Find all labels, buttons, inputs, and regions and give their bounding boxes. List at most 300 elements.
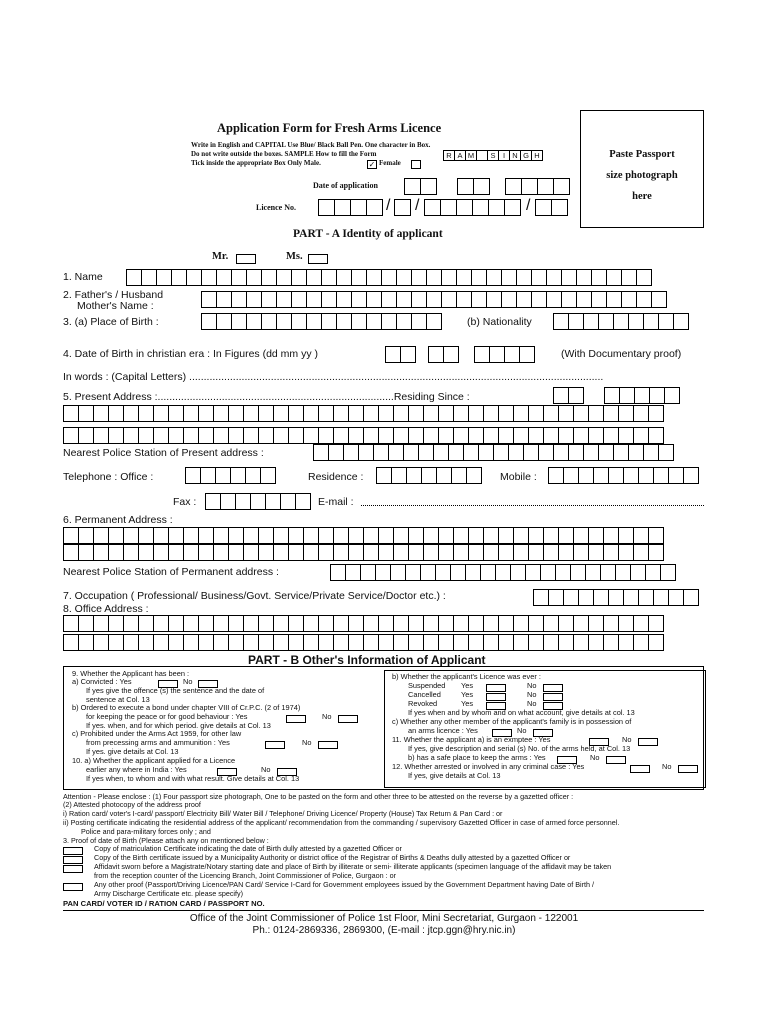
char-box[interactable] — [243, 615, 259, 632]
char-box[interactable] — [171, 269, 187, 286]
char-box[interactable] — [468, 615, 484, 632]
char-box[interactable] — [306, 313, 322, 330]
char-box[interactable] — [423, 615, 439, 632]
char-box[interactable] — [200, 467, 216, 484]
char-box[interactable] — [230, 467, 246, 484]
char-box[interactable] — [250, 493, 266, 510]
char-box[interactable] — [213, 615, 229, 632]
char-box[interactable] — [280, 493, 296, 510]
licence-boxes-2[interactable] — [394, 199, 410, 216]
char-box[interactable] — [519, 346, 535, 363]
permanent-address-row-2[interactable] — [63, 544, 663, 561]
date-month-boxes[interactable] — [457, 178, 489, 195]
char-box[interactable] — [261, 269, 277, 286]
char-box[interactable] — [483, 544, 499, 561]
char-box[interactable] — [396, 269, 412, 286]
char-box[interactable] — [138, 544, 154, 561]
char-box[interactable] — [336, 313, 352, 330]
char-box[interactable] — [498, 544, 514, 561]
char-box[interactable] — [258, 615, 274, 632]
char-box[interactable] — [258, 634, 274, 651]
char-box[interactable] — [558, 634, 574, 651]
char-box[interactable] — [633, 615, 649, 632]
char-box[interactable] — [388, 444, 404, 461]
char-box[interactable] — [306, 291, 322, 308]
date-day-boxes[interactable] — [404, 178, 436, 195]
date-year-boxes[interactable] — [505, 178, 569, 195]
char-box[interactable] — [348, 615, 364, 632]
char-box[interactable] — [391, 467, 407, 484]
char-box[interactable] — [613, 444, 629, 461]
char-box[interactable] — [306, 269, 322, 286]
char-box[interactable] — [621, 291, 637, 308]
char-box[interactable] — [393, 634, 409, 651]
char-box[interactable] — [568, 444, 584, 461]
char-box[interactable] — [568, 387, 584, 404]
char-box[interactable] — [450, 564, 466, 581]
char-box[interactable] — [216, 291, 232, 308]
char-box[interactable] — [573, 544, 589, 561]
char-box[interactable] — [333, 405, 349, 422]
char-box[interactable] — [501, 291, 517, 308]
char-box[interactable] — [603, 527, 619, 544]
char-box[interactable] — [201, 269, 217, 286]
char-box[interactable] — [123, 427, 139, 444]
char-box[interactable] — [648, 405, 664, 422]
char-box[interactable] — [606, 269, 622, 286]
char-box[interactable] — [363, 427, 379, 444]
char-box[interactable] — [288, 544, 304, 561]
char-box[interactable] — [198, 544, 214, 561]
char-box[interactable] — [373, 444, 389, 461]
char-box[interactable] — [543, 634, 559, 651]
char-box[interactable] — [258, 527, 274, 544]
char-box[interactable] — [480, 564, 496, 581]
char-box[interactable] — [321, 313, 337, 330]
char-box[interactable] — [246, 313, 262, 330]
char-box[interactable] — [483, 527, 499, 544]
dob-day-boxes[interactable] — [385, 346, 415, 363]
char-box[interactable] — [588, 634, 604, 651]
char-box[interactable] — [138, 427, 154, 444]
char-box[interactable] — [93, 634, 109, 651]
licence-boxes-3[interactable] — [424, 199, 520, 216]
char-box[interactable] — [183, 615, 199, 632]
char-box[interactable] — [576, 291, 592, 308]
licence-boxes-1[interactable] — [318, 199, 382, 216]
char-box[interactable] — [333, 527, 349, 544]
mr-checkbox[interactable] — [236, 254, 256, 264]
char-box[interactable] — [423, 634, 439, 651]
char-box[interactable] — [198, 405, 214, 422]
char-box[interactable] — [483, 615, 499, 632]
char-box[interactable] — [261, 291, 277, 308]
char-box[interactable] — [408, 405, 424, 422]
char-box[interactable] — [378, 615, 394, 632]
residence-boxes[interactable] — [376, 467, 481, 484]
char-box[interactable] — [433, 444, 449, 461]
char-box[interactable] — [603, 544, 619, 561]
char-box[interactable] — [393, 615, 409, 632]
char-box[interactable] — [336, 269, 352, 286]
char-box[interactable] — [510, 564, 526, 581]
q9b-yes-checkbox[interactable] — [286, 715, 306, 723]
char-box[interactable] — [273, 427, 289, 444]
char-box[interactable] — [198, 615, 214, 632]
char-box[interactable] — [336, 291, 352, 308]
char-box[interactable] — [648, 615, 664, 632]
char-box[interactable] — [474, 346, 490, 363]
char-box[interactable] — [273, 544, 289, 561]
char-box[interactable] — [588, 427, 604, 444]
dob-month-boxes[interactable] — [428, 346, 458, 363]
char-box[interactable] — [138, 634, 154, 651]
char-box[interactable] — [366, 291, 382, 308]
char-box[interactable] — [213, 544, 229, 561]
char-box[interactable] — [664, 387, 680, 404]
police-present-boxes[interactable] — [313, 444, 673, 461]
char-box[interactable] — [63, 527, 79, 544]
char-box[interactable] — [291, 291, 307, 308]
char-box[interactable] — [606, 291, 622, 308]
char-box[interactable] — [636, 291, 652, 308]
char-box[interactable] — [598, 444, 614, 461]
char-box[interactable] — [378, 527, 394, 544]
proof-other-checkbox[interactable] — [63, 883, 83, 891]
char-box[interactable] — [618, 405, 634, 422]
char-box[interactable] — [438, 544, 454, 561]
char-box[interactable] — [673, 313, 689, 330]
char-box[interactable] — [493, 444, 509, 461]
char-box[interactable] — [343, 444, 359, 461]
char-box[interactable] — [618, 544, 634, 561]
char-box[interactable] — [243, 634, 259, 651]
char-box[interactable] — [153, 634, 169, 651]
char-box[interactable] — [668, 589, 684, 606]
char-box[interactable] — [348, 427, 364, 444]
char-box[interactable] — [513, 427, 529, 444]
char-box[interactable] — [466, 467, 482, 484]
proof-matriculation-checkbox[interactable] — [63, 847, 83, 855]
char-box[interactable] — [648, 634, 664, 651]
char-box[interactable] — [366, 269, 382, 286]
char-box[interactable] — [93, 427, 109, 444]
char-box[interactable] — [108, 427, 124, 444]
char-box[interactable] — [451, 467, 467, 484]
char-box[interactable] — [220, 493, 236, 510]
char-box[interactable] — [525, 564, 541, 581]
char-box[interactable] — [486, 291, 502, 308]
char-box[interactable] — [123, 527, 139, 544]
char-box[interactable] — [568, 313, 584, 330]
char-box[interactable] — [645, 564, 661, 581]
char-box[interactable] — [561, 269, 577, 286]
char-box[interactable] — [583, 444, 599, 461]
fax-boxes[interactable] — [205, 493, 310, 510]
char-box[interactable] — [108, 615, 124, 632]
char-box[interactable] — [396, 291, 412, 308]
char-box[interactable] — [303, 544, 319, 561]
char-box[interactable] — [576, 269, 592, 286]
q9c-yes-checkbox[interactable] — [265, 741, 285, 749]
suspended-yes-checkbox[interactable] — [486, 684, 506, 692]
char-box[interactable] — [205, 493, 221, 510]
char-box[interactable] — [258, 405, 274, 422]
char-box[interactable] — [553, 387, 569, 404]
q9c-no-checkbox[interactable] — [318, 741, 338, 749]
char-box[interactable] — [363, 544, 379, 561]
char-box[interactable] — [108, 544, 124, 561]
char-box[interactable] — [648, 427, 664, 444]
char-box[interactable] — [405, 564, 421, 581]
dob-year-boxes[interactable] — [474, 346, 534, 363]
char-box[interactable] — [168, 427, 184, 444]
char-box[interactable] — [351, 291, 367, 308]
char-box[interactable] — [633, 634, 649, 651]
char-box[interactable] — [546, 269, 562, 286]
char-box[interactable] — [553, 313, 569, 330]
char-box[interactable] — [228, 427, 244, 444]
q12-yes-checkbox[interactable] — [630, 765, 650, 773]
q11a-no-checkbox[interactable] — [638, 738, 658, 746]
office-address-row-2[interactable] — [63, 634, 663, 651]
char-box[interactable] — [366, 313, 382, 330]
char-box[interactable] — [438, 405, 454, 422]
char-box[interactable] — [643, 313, 659, 330]
char-box[interactable] — [243, 544, 259, 561]
char-box[interactable] — [273, 527, 289, 544]
char-box[interactable] — [393, 427, 409, 444]
name-boxes[interactable] — [126, 269, 651, 286]
char-box[interactable] — [318, 405, 334, 422]
char-box[interactable] — [498, 405, 514, 422]
char-box[interactable] — [463, 444, 479, 461]
char-box[interactable] — [489, 346, 505, 363]
char-box[interactable] — [443, 346, 459, 363]
char-box[interactable] — [628, 313, 644, 330]
present-address-row-2[interactable] — [63, 427, 663, 444]
char-box[interactable] — [465, 564, 481, 581]
char-box[interactable] — [498, 615, 514, 632]
char-box[interactable] — [378, 544, 394, 561]
char-box[interactable] — [588, 405, 604, 422]
char-box[interactable] — [213, 527, 229, 544]
char-box[interactable] — [273, 405, 289, 422]
char-box[interactable] — [643, 444, 659, 461]
char-box[interactable] — [528, 615, 544, 632]
char-box[interactable] — [63, 544, 79, 561]
char-box[interactable] — [603, 405, 619, 422]
char-box[interactable] — [613, 313, 629, 330]
char-box[interactable] — [553, 444, 569, 461]
char-box[interactable] — [385, 346, 401, 363]
char-box[interactable] — [78, 615, 94, 632]
char-box[interactable] — [483, 634, 499, 651]
email-line[interactable] — [361, 505, 704, 506]
char-box[interactable] — [258, 427, 274, 444]
female-checkbox[interactable] — [411, 160, 421, 169]
char-box[interactable] — [213, 427, 229, 444]
char-box[interactable] — [78, 427, 94, 444]
char-box[interactable] — [153, 405, 169, 422]
cancelled-yes-checkbox[interactable] — [486, 693, 506, 701]
char-box[interactable] — [558, 527, 574, 544]
char-box[interactable] — [548, 467, 564, 484]
char-box[interactable] — [138, 527, 154, 544]
char-box[interactable] — [438, 615, 454, 632]
char-box[interactable] — [288, 405, 304, 422]
char-box[interactable] — [245, 467, 261, 484]
char-box[interactable] — [453, 634, 469, 651]
char-box[interactable] — [591, 269, 607, 286]
char-box[interactable] — [328, 444, 344, 461]
char-box[interactable] — [363, 405, 379, 422]
char-box[interactable] — [93, 615, 109, 632]
char-box[interactable] — [588, 615, 604, 632]
char-box[interactable] — [303, 634, 319, 651]
char-box[interactable] — [546, 291, 562, 308]
char-box[interactable] — [618, 527, 634, 544]
char-box[interactable] — [543, 427, 559, 444]
char-box[interactable] — [348, 527, 364, 544]
char-box[interactable] — [423, 527, 439, 544]
char-box[interactable] — [504, 346, 520, 363]
char-box[interactable] — [623, 467, 639, 484]
char-box[interactable] — [93, 405, 109, 422]
char-box[interactable] — [540, 564, 556, 581]
char-box[interactable] — [608, 467, 624, 484]
char-box[interactable] — [63, 405, 79, 422]
char-box[interactable] — [528, 527, 544, 544]
char-box[interactable] — [408, 527, 424, 544]
char-box[interactable] — [573, 615, 589, 632]
char-box[interactable] — [411, 313, 427, 330]
char-box[interactable] — [633, 427, 649, 444]
char-box[interactable] — [588, 544, 604, 561]
char-box[interactable] — [198, 527, 214, 544]
char-box[interactable] — [456, 291, 472, 308]
char-box[interactable] — [393, 405, 409, 422]
char-box[interactable] — [483, 405, 499, 422]
char-box[interactable] — [558, 427, 574, 444]
char-box[interactable] — [513, 405, 529, 422]
char-box[interactable] — [508, 444, 524, 461]
char-box[interactable] — [468, 405, 484, 422]
char-box[interactable] — [288, 427, 304, 444]
char-box[interactable] — [578, 589, 594, 606]
char-box[interactable] — [618, 427, 634, 444]
char-box[interactable] — [198, 427, 214, 444]
char-box[interactable] — [558, 615, 574, 632]
male-checkbox[interactable]: ✓ — [368, 160, 376, 169]
char-box[interactable] — [400, 346, 416, 363]
q12-no-checkbox[interactable] — [678, 765, 698, 773]
char-box[interactable] — [648, 527, 664, 544]
char-box[interactable] — [213, 634, 229, 651]
char-box[interactable] — [291, 313, 307, 330]
char-box[interactable] — [531, 291, 547, 308]
residing-since-boxes-2[interactable] — [604, 387, 679, 404]
char-box[interactable] — [63, 427, 79, 444]
proof-affidavit-checkbox[interactable] — [63, 865, 83, 873]
char-box[interactable] — [261, 313, 277, 330]
char-box[interactable] — [486, 269, 502, 286]
char-box[interactable] — [381, 291, 397, 308]
char-box[interactable] — [291, 269, 307, 286]
char-box[interactable] — [411, 269, 427, 286]
char-box[interactable] — [563, 467, 579, 484]
char-box[interactable] — [588, 527, 604, 544]
char-box[interactable] — [313, 444, 329, 461]
cancelled-no-checkbox[interactable] — [543, 693, 563, 701]
char-box[interactable] — [183, 427, 199, 444]
char-box[interactable] — [333, 427, 349, 444]
char-box[interactable] — [471, 269, 487, 286]
char-box[interactable] — [608, 589, 624, 606]
char-box[interactable] — [649, 387, 665, 404]
char-box[interactable] — [420, 564, 436, 581]
char-box[interactable] — [513, 615, 529, 632]
char-box[interactable] — [108, 527, 124, 544]
char-box[interactable] — [543, 615, 559, 632]
char-box[interactable] — [573, 405, 589, 422]
char-box[interactable] — [63, 615, 79, 632]
char-box[interactable] — [231, 269, 247, 286]
char-box[interactable] — [513, 634, 529, 651]
q9b-no-checkbox[interactable] — [338, 715, 358, 723]
char-box[interactable] — [78, 405, 94, 422]
char-box[interactable] — [390, 564, 406, 581]
suspended-no-checkbox[interactable] — [543, 684, 563, 692]
char-box[interactable] — [441, 291, 457, 308]
char-box[interactable] — [198, 634, 214, 651]
char-box[interactable] — [583, 313, 599, 330]
char-box[interactable] — [363, 634, 379, 651]
char-box[interactable] — [633, 527, 649, 544]
char-box[interactable] — [603, 634, 619, 651]
char-box[interactable] — [543, 527, 559, 544]
char-box[interactable] — [393, 527, 409, 544]
char-box[interactable] — [393, 544, 409, 561]
char-box[interactable] — [423, 427, 439, 444]
char-box[interactable] — [78, 544, 94, 561]
char-box[interactable] — [243, 527, 259, 544]
char-box[interactable] — [276, 269, 292, 286]
char-box[interactable] — [453, 615, 469, 632]
char-box[interactable] — [360, 564, 376, 581]
char-box[interactable] — [138, 615, 154, 632]
char-box[interactable] — [243, 427, 259, 444]
nationality-boxes[interactable] — [553, 313, 688, 330]
char-box[interactable] — [558, 544, 574, 561]
char-box[interactable] — [303, 427, 319, 444]
char-box[interactable] — [351, 269, 367, 286]
office-address-row-1[interactable] — [63, 615, 663, 632]
char-box[interactable] — [228, 544, 244, 561]
mobile-boxes[interactable] — [548, 467, 698, 484]
char-box[interactable] — [348, 405, 364, 422]
telephone-boxes[interactable] — [185, 467, 275, 484]
char-box[interactable] — [438, 527, 454, 544]
char-box[interactable] — [528, 544, 544, 561]
char-box[interactable] — [276, 291, 292, 308]
char-box[interactable] — [288, 634, 304, 651]
char-box[interactable] — [381, 269, 397, 286]
char-box[interactable] — [533, 589, 549, 606]
char-box[interactable] — [273, 615, 289, 632]
char-box[interactable] — [498, 427, 514, 444]
char-box[interactable] — [428, 346, 444, 363]
